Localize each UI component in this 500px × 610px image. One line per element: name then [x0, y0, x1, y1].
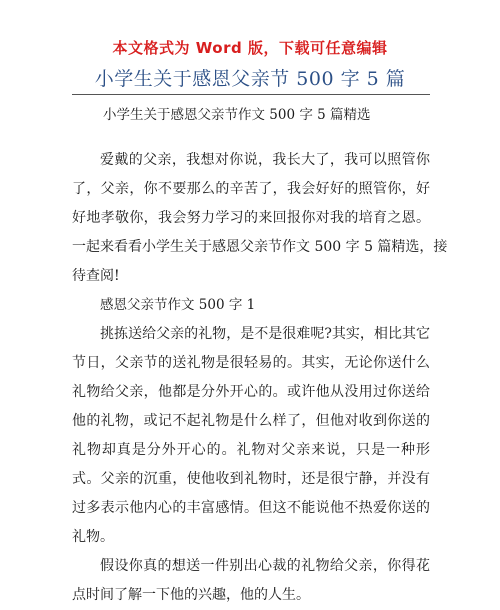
essay-paragraph-1 — [72, 320, 430, 552]
paragraph-line: 过多表示他内心的丰富感情。但这不能说他不热爱你送的 — [72, 500, 430, 516]
paragraph-line: 挑拣送给父亲的礼物，是不是很难呢?其实，相比其它 — [100, 326, 430, 342]
document-title: 小学生关于感恩父亲节 500 字 5 篇 — [94, 68, 406, 90]
format-notice: 本文格式为 Word 版，下载可任意编辑 — [112, 39, 388, 57]
intro-line: 爱戴的父亲，我想对你说，我长大了，我可以照管你 — [100, 152, 430, 168]
paragraph-line: 式。父亲的沉重，使他收到礼物时，还是很宁静，并没有 — [72, 471, 430, 487]
intro-line: 一起来看看小学生关于感恩父亲节作文 500 字 5 篇精选，接 — [72, 239, 448, 255]
title-divider — [72, 94, 430, 95]
paragraph-line: 他的礼物，或记不起礼物是什么样了，但他对收到你送的 — [72, 413, 430, 429]
essay-heading: 感恩父亲节作文 500 字 1 — [100, 297, 256, 313]
intro-line: 了，父亲，你不要那么的辛苦了，我会好好的照管你，好 — [72, 181, 430, 197]
paragraph-line: 礼物却真是分外开心的。礼物对父亲来说，只是一种形 — [72, 442, 430, 458]
paragraph-line: 礼物给父亲，他都是分外开心的。或许他从没用过你送给 — [72, 384, 430, 400]
document-subtitle: 小学生关于感恩父亲节作文 500 字 5 篇精选 — [103, 107, 371, 123]
paragraph-line: 节日，父亲节的送礼物是很轻易的。其实，无论你送什么 — [72, 355, 430, 371]
intro-line: 待查阅! — [72, 268, 120, 284]
document-body — [72, 146, 448, 610]
intro-line: 好地孝敬你，我会努力学习的来回报你对我的培育之恩。 — [72, 210, 430, 226]
paragraph-line: 点时间了解一下他的兴趣，他的人生。 — [72, 587, 310, 603]
essay-paragraph-2 — [72, 552, 430, 610]
paragraph-line: 礼物。 — [72, 529, 114, 545]
paragraph-line: 假设你真的想送一件别出心裁的礼物给父亲，你得花 — [100, 558, 430, 574]
intro-paragraph — [72, 146, 448, 291]
